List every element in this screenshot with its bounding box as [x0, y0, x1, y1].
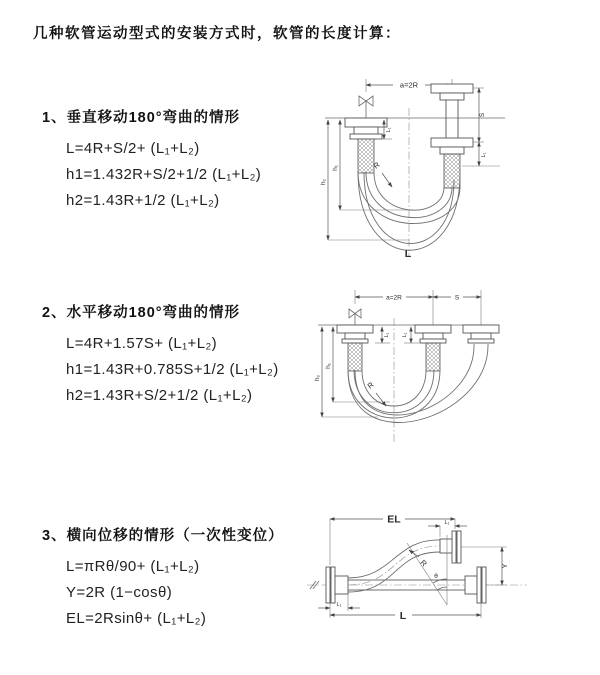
left-flange-fitting [326, 567, 348, 603]
left-flange-fitting [345, 118, 387, 173]
formula-line: h1=1.432R+S/2+1/2 (L₁+L₂) [66, 166, 262, 183]
angle-theta-label: θ [434, 573, 438, 580]
dim-a2r-label: a=2R [399, 80, 419, 90]
radius-label: R [371, 160, 382, 171]
dim-s-label: S [454, 294, 460, 302]
valve-icon [349, 309, 361, 325]
braided-hose-section [358, 139, 374, 173]
formula-line: L=4R+S/2+ (L₁+L₂) [66, 140, 200, 157]
section-horizontal-bend [42, 301, 279, 409]
dim-l1-label: L₁ [336, 602, 342, 608]
formula-line: h1=1.43R+0.785S+1/2 (L₁+L₂) [66, 361, 279, 378]
dim-el-label: EL [387, 513, 401, 526]
braided-hose-section [348, 343, 362, 371]
formula-line: h2=1.43R+S/2+1/2 (L₁+L₂) [66, 387, 253, 404]
dim-l1-label: L₁ [386, 127, 392, 133]
section-lateral-displacement [42, 524, 284, 632]
dim-l1-label: L₁ [402, 332, 408, 338]
formula-line: L=4R+1.57S+ (L₁+L₂) [66, 335, 218, 352]
dim-l1-label: L₁ [481, 152, 487, 158]
radius-label: R [365, 380, 376, 391]
valve-icon [359, 96, 373, 118]
section-3-heading: 3、横向位移的情形（一次性变位） [42, 528, 284, 544]
formula-line: h2=1.43R+1/2 (L₁+L₂) [66, 192, 220, 209]
length-label: L [404, 248, 412, 260]
section-1-heading: 1、垂直移动180°弯曲的情形 [42, 110, 241, 126]
dim-l1-label: L₁ [444, 520, 450, 526]
dim-s-label: S [479, 112, 486, 118]
s-curve-hose [348, 540, 440, 592]
left-flange-fitting [337, 325, 373, 371]
dim-h1-label: h₁ [332, 165, 339, 171]
right-lower-flange-fitting [465, 567, 486, 603]
braided-hose-section [444, 154, 460, 188]
formula-line: L=πRθ/90+ (L₁+L₂) [66, 558, 200, 575]
dim-l1-label: L₁ [384, 332, 390, 338]
page-title: 几种软管运动型式的安装方式时，软管的长度计算： [33, 26, 401, 42]
middle-flange-fitting [415, 325, 451, 371]
dim-h2-label: h₂ [320, 178, 327, 186]
dim-h2-label: h₂ [314, 374, 321, 382]
diagram-horizontal-bend [298, 282, 598, 462]
braided-hose-section [426, 343, 440, 371]
dim-l-label: L [399, 610, 407, 622]
radius-label: R [418, 558, 429, 569]
upper-right-flange-fitting [440, 531, 461, 563]
formula-line: EL=2Rsinθ+ (L₁+L₂) [66, 610, 207, 627]
section-vertical-bend [42, 106, 261, 214]
formula-line: Y=2R (1−cosθ) [66, 584, 173, 601]
right-flange-fitting [431, 84, 473, 188]
section-2-heading: 2、水平移动180°弯曲的情形 [42, 305, 241, 321]
right-flange-fitting [463, 325, 499, 343]
diagram-lateral-displacement [295, 505, 600, 655]
dim-y-label: Y [500, 563, 509, 569]
diagram-vertical-bend [300, 70, 590, 260]
dim-a2r-label: a=2R [386, 294, 402, 302]
dim-h1-label: h₁ [325, 363, 332, 369]
